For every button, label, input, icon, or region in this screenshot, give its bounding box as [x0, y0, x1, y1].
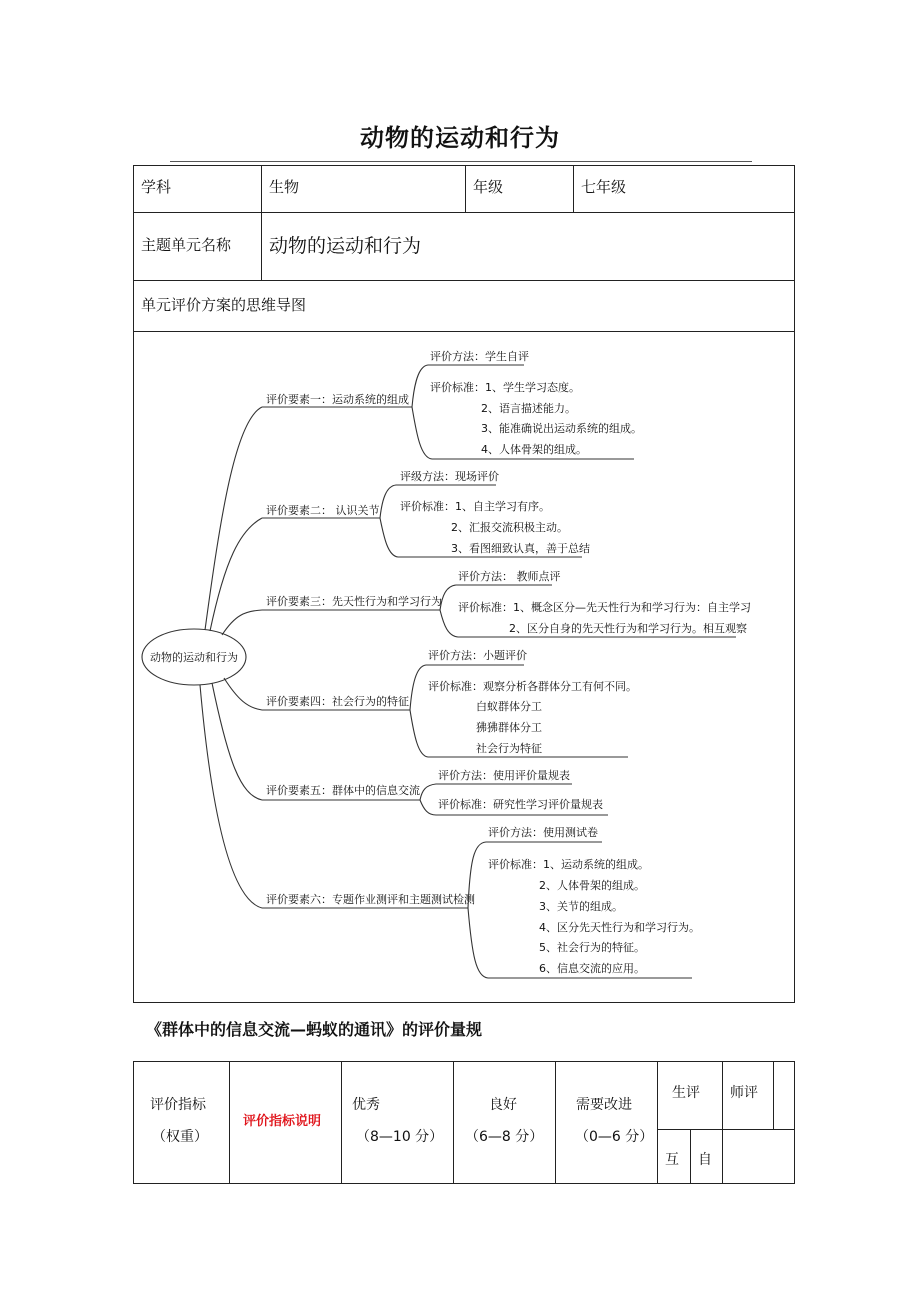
branch-6-method: 评价方法：使用测试卷 [488, 826, 598, 839]
col-divider [229, 1061, 230, 1184]
unit-label: 主题单元名称 [141, 236, 232, 254]
branch-2-criterion-3: 3、看图细致认真，善于总结 [451, 542, 590, 555]
branch-2-criterion-2: 2、汇报交流积极主动。 [451, 521, 568, 534]
col-divider [722, 1061, 723, 1184]
col-divider [341, 1061, 342, 1184]
rubric-mutual: 互 [665, 1152, 679, 1168]
branch-6-criterion-5: 5、社会行为的特征。 [539, 941, 645, 954]
mindmap-branch-2: 评价要素二： 认识关节 [266, 504, 380, 517]
rubric-table [133, 1061, 795, 1184]
branch-1-criterion-2: 2、语言描述能力。 [481, 402, 576, 415]
rubric-student-eval: 生评 [672, 1085, 700, 1101]
rubric-good: 良好 [489, 1097, 517, 1113]
branch-3-method: 评价方法： 教师点评 [458, 570, 561, 583]
rubric-teacher-eval: 师评 [730, 1085, 758, 1101]
mindmap-branch-4: 评价要素四：社会行为的特征 [266, 695, 409, 708]
branch-6-criterion-3: 3、关节的组成。 [539, 900, 623, 913]
branch-6-criterion-4: 4、区分先天性行为和学习行为。 [539, 921, 700, 934]
mindmap-branch-1: 评价要素一：运动系统的组成 [266, 393, 409, 406]
branch-3-criterion-2: 2、区分自身的先天性行为和学习行为。相互观察 [509, 622, 747, 635]
rubric-improve-score: （0—6 分） [575, 1129, 654, 1145]
branch-1-method: 评价方法：学生自评 [430, 350, 529, 363]
col-divider [657, 1061, 658, 1184]
mindmap-branch-5: 评价要素五：群体中的信息交流 [266, 784, 420, 797]
grade-value: 七年级 [581, 178, 627, 196]
mindmap-center-label: 动物的运动和行为 [150, 651, 238, 664]
col-divider [690, 1129, 691, 1184]
row-divider [657, 1129, 795, 1130]
branch-3-criterion-1: 评价标准：1、概念区分—先天性行为和学习行为：自主学习 [458, 601, 751, 614]
branch-4-criterion-3: 狒狒群体分工 [476, 721, 542, 734]
subject-value: 生物 [269, 178, 300, 196]
grade-label: 年级 [473, 178, 504, 196]
col-divider [555, 1061, 556, 1184]
subject-label: 学科 [141, 178, 172, 196]
rubric-weight: （权重） [152, 1129, 208, 1145]
rubric-excellent: 优秀 [352, 1097, 380, 1113]
col-divider [453, 1061, 454, 1184]
branch-5-method: 评价方法：使用评价量规表 [438, 769, 570, 782]
branch-5-criterion-1: 评价标准：研究性学习评价量规表 [438, 798, 603, 811]
branch-6-criterion-1: 评价标准：1、运动系统的组成。 [488, 858, 649, 871]
branch-6-criterion-2: 2、人体骨架的组成。 [539, 879, 645, 892]
branch-2-criterion-1: 评价标准：1、自主学习有序。 [400, 500, 550, 513]
page-title: 动物的运动和行为 [360, 124, 560, 152]
rubric-indicator: 评价指标 [150, 1097, 206, 1113]
rubric-excellent-score: （8—10 分） [356, 1129, 444, 1145]
branch-1-criterion-3: 3、能准确说出运动系统的组成。 [481, 422, 642, 435]
rubric-title: 《群体中的信息交流—蚂蚁的通讯》的评价量规 [146, 1020, 483, 1039]
mindmap-label: 单元评价方案的思维导图 [141, 296, 307, 314]
mindmap-branch-3: 评价要素三：先天性行为和学习行为 [266, 595, 442, 608]
branch-4-method: 评价方法：小题评价 [428, 649, 527, 662]
rubric-good-score: （6—8 分） [465, 1129, 544, 1145]
branch-6-criterion-6: 6、信息交流的应用。 [539, 962, 645, 975]
branch-1-criterion-1: 评价标准：1、学生学习态度。 [430, 381, 580, 394]
unit-value: 动物的运动和行为 [269, 235, 422, 257]
rubric-explain: 评价指标说明 [243, 1114, 322, 1129]
col-divider [773, 1061, 774, 1129]
branch-4-criterion-4: 社会行为特征 [476, 742, 542, 755]
branch-2-method: 评级方法：现场评价 [400, 470, 499, 483]
mindmap-branch-6: 评价要素六：专题作业测评和主题测试检测 [266, 893, 475, 906]
branch-1-criterion-4: 4、人体骨架的组成。 [481, 443, 587, 456]
rubric-self: 自 [698, 1152, 712, 1168]
rubric-improve: 需要改进 [576, 1097, 632, 1113]
branch-4-criterion-1: 评价标准：观察分析各群体分工有何不同。 [428, 680, 637, 693]
branch-4-criterion-2: 白蚁群体分工 [476, 700, 542, 713]
